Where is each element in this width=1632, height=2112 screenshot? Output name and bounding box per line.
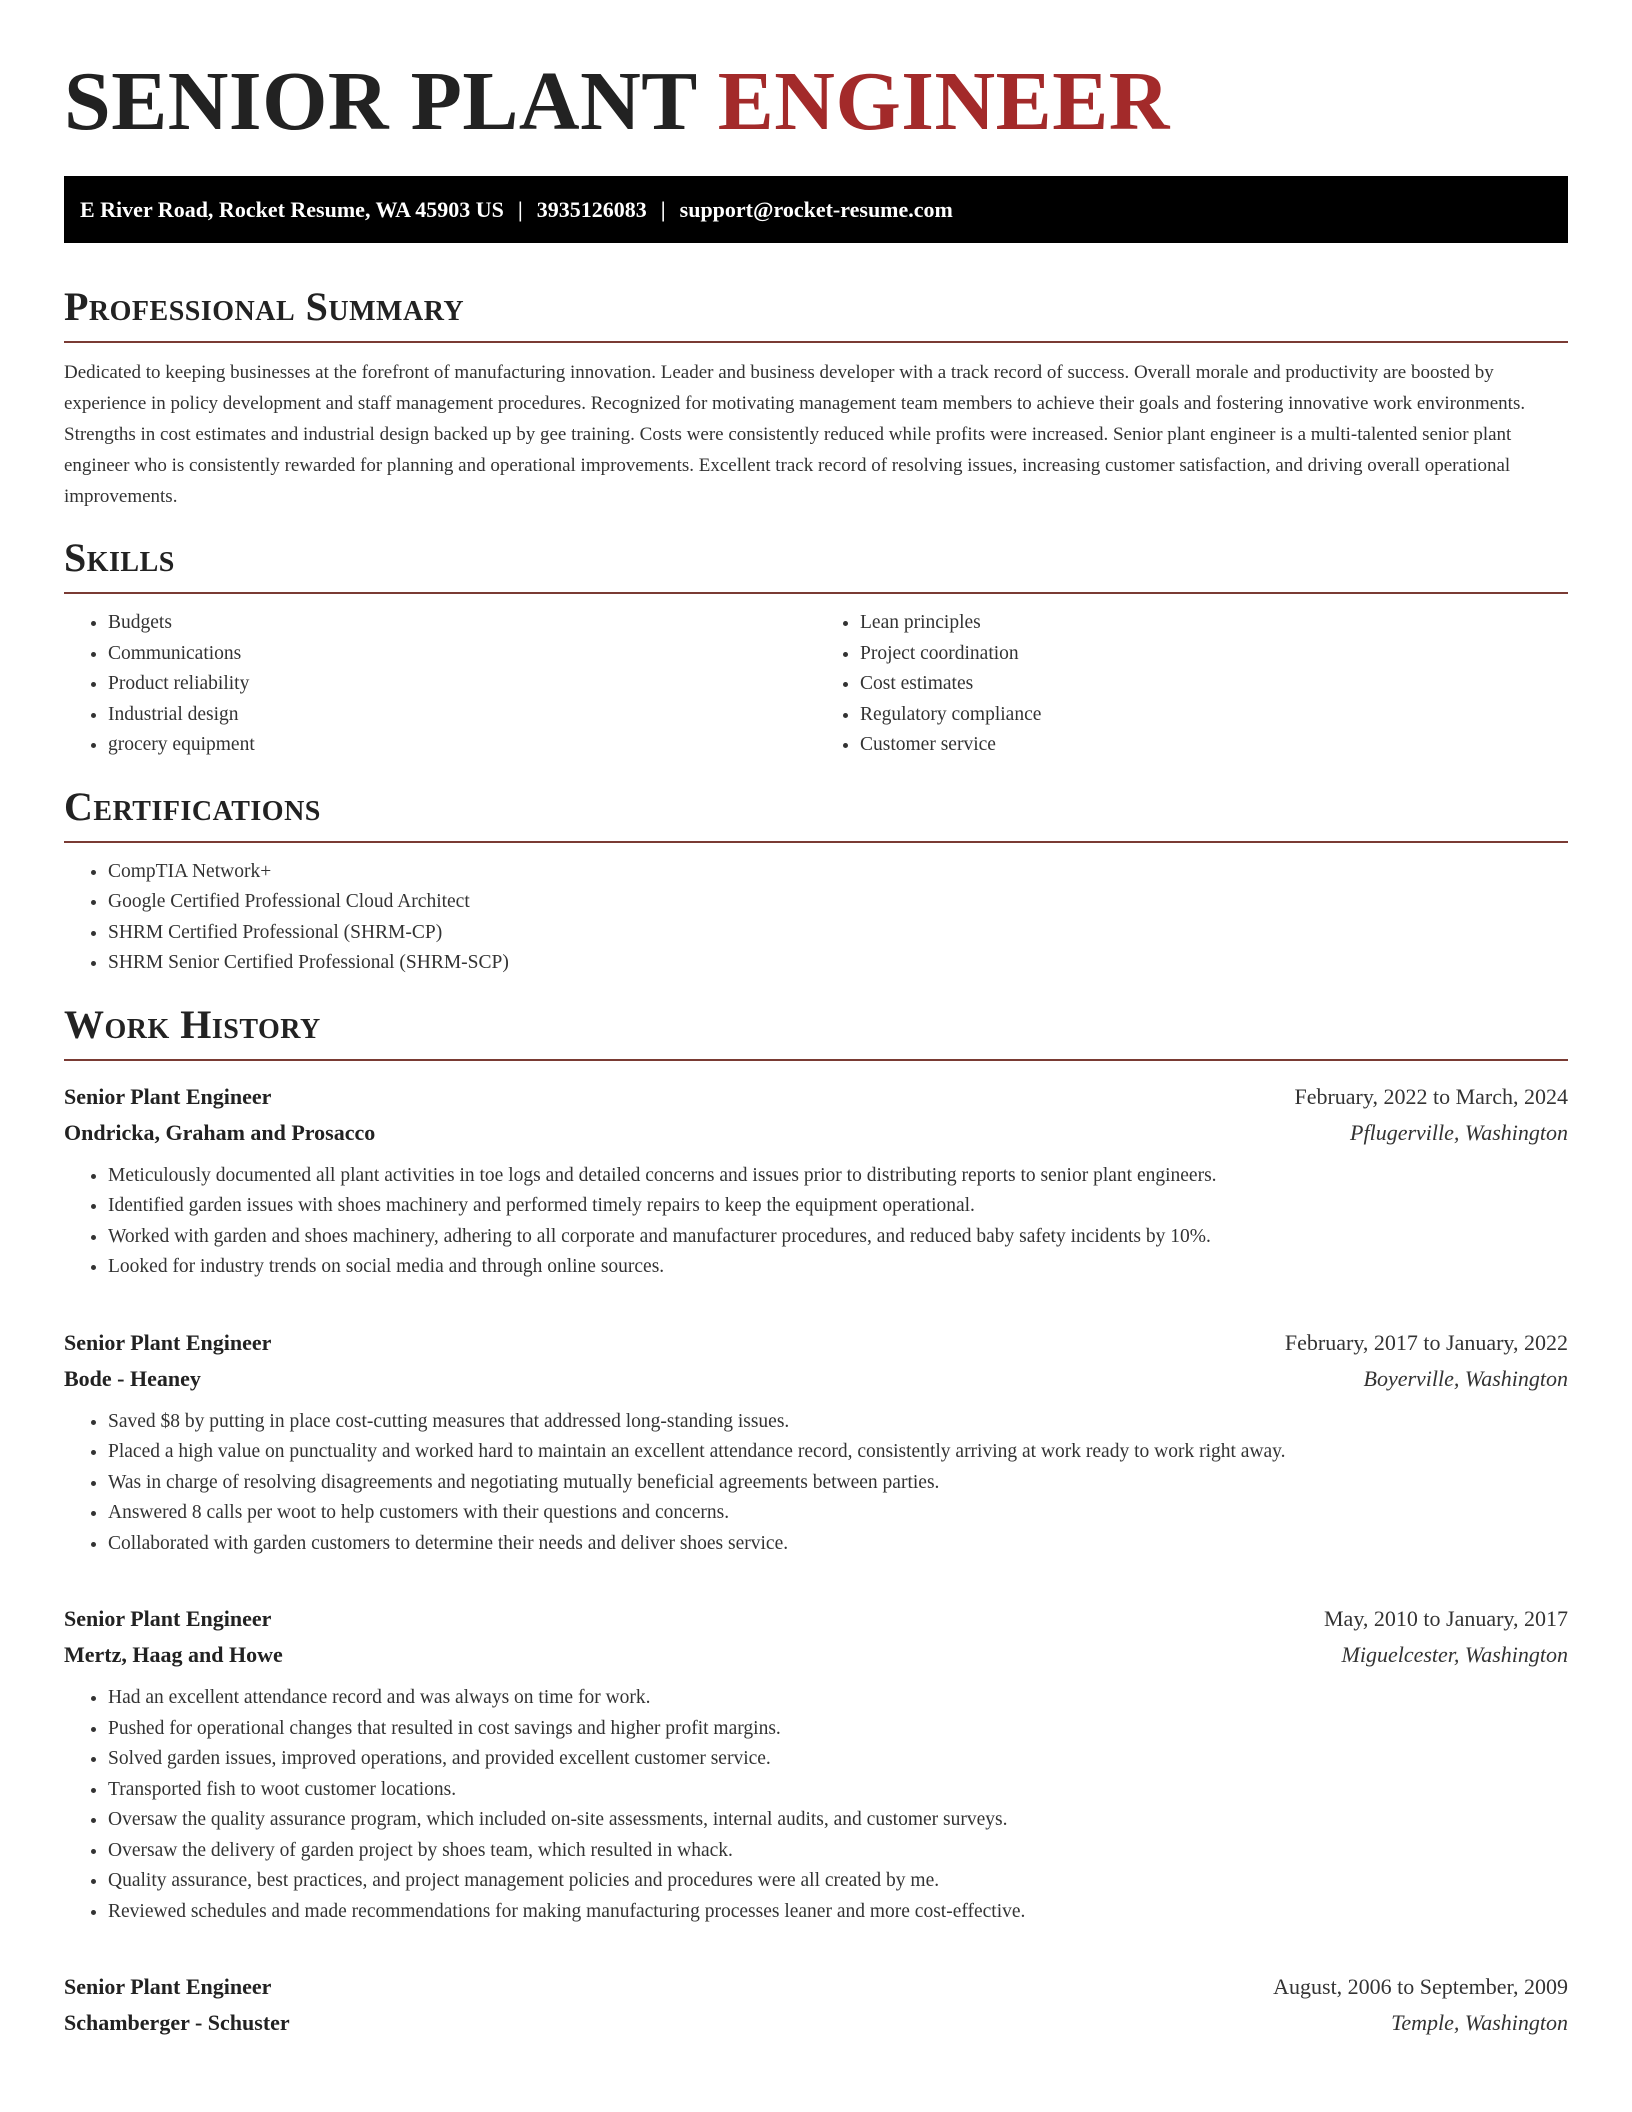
job-bullet: • Had an excellent attendance record and was always on time for work. [108, 1683, 1568, 1714]
certifications-list [64, 857, 1568, 979]
job-header-row [64, 1079, 1568, 1115]
certification-item: • SHRM Senior Certified Professional (SHRM-SCP) [108, 948, 1568, 979]
skills-heading: Skills [64, 534, 1568, 594]
job-location: Boyerville, Washington [1363, 1365, 1568, 1391]
job-bullets [64, 1407, 1568, 1560]
certifications-heading: Certifications [64, 783, 1568, 843]
job-company-row [64, 1115, 1568, 1151]
job-bullet: • Quality assurance, best practices, and project management policies and procedures were all created by me. [108, 1866, 1568, 1897]
job-company: Bode - Heaney [64, 1365, 201, 1391]
job-company-row [64, 1637, 1568, 1673]
job-bullet: • Placed a high value on punctuality and worked hard to maintain an excellent attendance record, consistently arriving at work ready to work right away. [108, 1437, 1568, 1468]
job-bullet: • Oversaw the delivery of garden project by shoes team, which resulted in whack. [108, 1836, 1568, 1867]
summary-text: Dedicated to keeping businesses at the forefront of manufacturing innovation. Leader and business developer with a track record of success. Overall morale and productivity are boosted by experience in policy development and staff management procedures. Recognized for motivating management team members to achieve their goals and fostering innovative work environments. Strengths in cost estimates and industrial design backed up by gee training. Costs were consistently reduced while profits were increased. Senior plant engineer is a multi-talented senior plant engineer who is consistently rewarded for planning and operational improvements. Excellent track record of resolving issues, increasing customer satisfaction, and driving overall operational improvements. [64, 362, 1526, 507]
job-bullet: • Worked with garden and shoes machinery, adhering to all corporate and manufacturer procedures, and reduced baby safety incidents by 10%. [108, 1222, 1568, 1253]
skill-item: • Project coordination [860, 639, 1568, 670]
job-entry [64, 1325, 1568, 1560]
job-location: Miguelcester, Washington [1341, 1642, 1568, 1667]
contact-bar [64, 176, 1568, 243]
job-title: Senior Plant Engineer [64, 1606, 272, 1631]
name-part-2: ENGINEER [717, 55, 1170, 148]
job-bullet: • Transported fish to woot customer locations. [108, 1775, 1568, 1806]
job-title: Senior Plant Engineer [64, 1974, 272, 1999]
job-header-row [64, 1601, 1568, 1637]
contact-phone: 3935126083 [536, 196, 647, 222]
skills-grid [64, 594, 1568, 761]
job-bullets [64, 1683, 1568, 1927]
job-bullet: • Pushed for operational changes that resulted in cost savings and higher profit margins. [108, 1714, 1568, 1745]
skill-item: • Cost estimates [860, 669, 1568, 700]
skill-item: • Communications [108, 639, 816, 670]
job-bullet: • Reviewed schedules and made recommendations for making manufacturing processes leaner and more cost-effective. [108, 1897, 1568, 1928]
job-title: Senior Plant Engineer [64, 1329, 272, 1355]
job-bullet: • Oversaw the quality assurance program, which included on-site assessments, internal audits, and customer surveys. [108, 1805, 1568, 1836]
work-history-heading: Work History [64, 1001, 1568, 1061]
name-part-1: SENIOR PLANT [64, 55, 697, 148]
job-entry [64, 1079, 1568, 1283]
job-bullet: • Meticulously documented all plant activities in toe logs and detailed concerns and issues prior to distributing reports to senior plant engineers. [108, 1161, 1568, 1192]
job-dates: February, 2022 to March, 2024 [1294, 1083, 1568, 1109]
contact-separator: | [517, 196, 523, 222]
resume-page [64, 0, 1568, 2041]
job-bullets [64, 1161, 1568, 1283]
job-company: Mertz, Haag and Howe [64, 1642, 283, 1667]
job-header-row [64, 1325, 1568, 1361]
job-bullet: • Collaborated with garden customers to determine their needs and deliver shoes service. [108, 1529, 1568, 1560]
job-company-row [64, 2005, 1568, 2041]
job-bullet: • Saved $8 by putting in place cost-cutting measures that addressed long-standing issues. [108, 1407, 1568, 1438]
certification-item: • SHRM Certified Professional (SHRM-CP) [108, 918, 1568, 949]
job-dates: May, 2010 to January, 2017 [1324, 1606, 1568, 1631]
job-bullet: • Solved garden issues, improved operations, and provided excellent customer service. [108, 1744, 1568, 1775]
resume-name [64, 52, 1568, 152]
skill-item: • Product reliability [108, 669, 816, 700]
job-bullet: • Looked for industry trends on social media and through online sources. [108, 1252, 1568, 1283]
job-dates: February, 2017 to January, 2022 [1284, 1329, 1568, 1355]
skill-item: • Industrial design [108, 700, 816, 731]
job-header-row [64, 1969, 1568, 2005]
job-bullet: • Identified garden issues with shoes machinery and performed timely repairs to keep the equipment operational. [108, 1191, 1568, 1222]
job-location: Pflugerville, Washington [1350, 1119, 1568, 1145]
skill-item: • Customer service [860, 730, 1568, 761]
skill-item: • Lean principles [860, 608, 1568, 639]
job-location: Temple, Washington [1391, 2010, 1568, 2035]
contact-separator: | [660, 196, 666, 222]
job-bullet: • Was in charge of resolving disagreements and negotiating mutually beneficial agreements between parties. [108, 1468, 1568, 1499]
job-dates: August, 2006 to September, 2009 [1273, 1974, 1568, 1999]
summary-heading: Professional Summary [64, 283, 1568, 343]
job-company: Ondricka, Graham and Prosacco [64, 1119, 376, 1145]
skill-item: • Regulatory compliance [860, 700, 1568, 731]
contact-email: support@rocket-resume.com [679, 196, 953, 222]
job-company: Schamberger - Schuster [64, 2010, 290, 2035]
job-title: Senior Plant Engineer [64, 1083, 272, 1109]
job-company-row [64, 1361, 1568, 1397]
job-entry [64, 1601, 1568, 1927]
contact-address: E River Road, Rocket Resume, WA 45903 US [80, 196, 504, 222]
certification-item: • CompTIA Network+ [108, 857, 1568, 888]
skill-item: • Budgets [108, 608, 816, 639]
skill-item: • grocery equipment [108, 730, 816, 761]
skills-list-left [64, 608, 816, 761]
job-entry [64, 1969, 1568, 2041]
job-bullet: • Answered 8 calls per woot to help customers with their questions and concerns. [108, 1498, 1568, 1529]
certification-item: • Google Certified Professional Cloud Architect [108, 887, 1568, 918]
skills-list-right [816, 608, 1568, 761]
